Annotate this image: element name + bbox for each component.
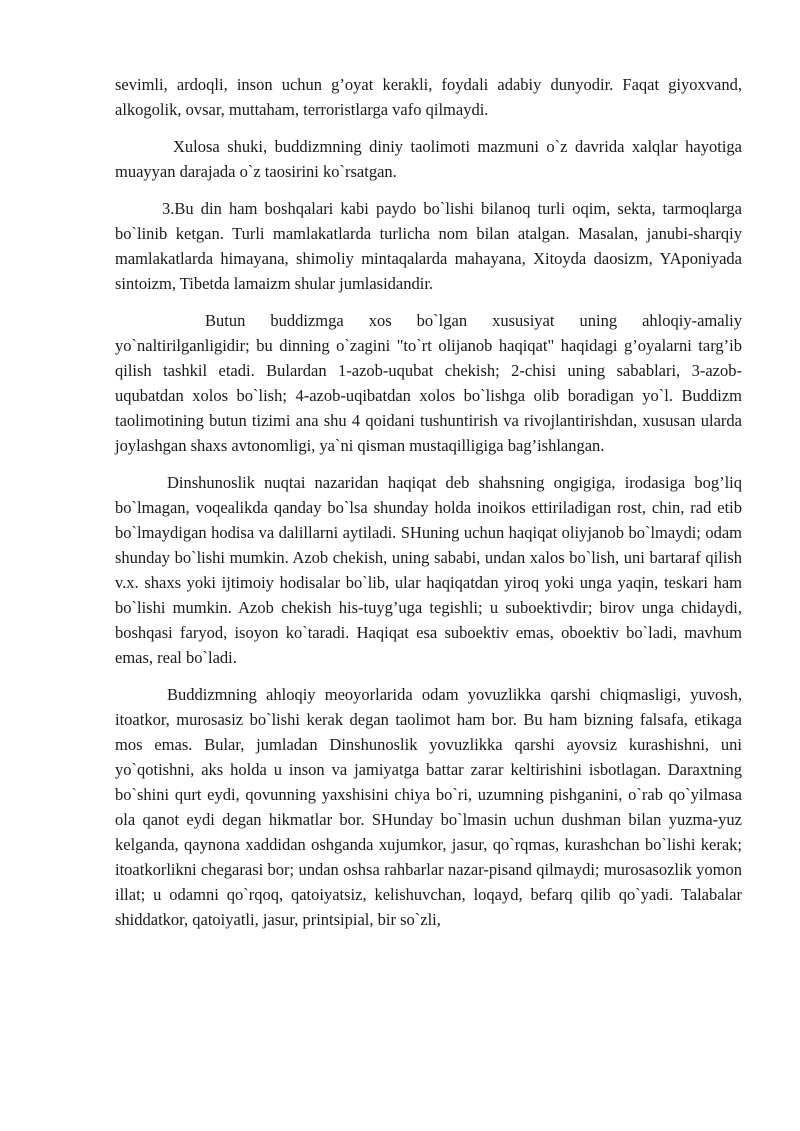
paragraph-conclusion: Xulosa shuki, buddizmning diniy taolimoti mazmuni o`z davrida xalqlar hayotiga muayyan darajada o`z taosirini ko`rsatgan. bbox=[115, 137, 742, 181]
paragraph-truth-definition: Dinshunoslik nuqtai nazaridan haqiqat deb shahsning ongigiga, irodasiga bog’liq bo`lmagan, voqealikda qanday bo`lsa shunday holda inoikos ettiriladigan rost, chin, rad etib bo`lmaydigan hodisa va dalillarni aytiladi. SHuning uchun haqiqat oliyjanob bo`lmaydi; odam shunday bo`lishi mumkin. Azob chekish, uning sababi, undan xalos bo`lish, uni bartaraf qilish v.x. shaxs yoki ijtimoiy hodisalar bo`lib, ular haqiqatdan yiroq yoki unga yaqin, teskari ham bo`lishi mumkin. Azob chekish his-tuyg’uga tegishli; u suboektivdir; birov unga chidaydi, boshqasi faryod, isoyon ko`taradi. Haqiqat esa suboektiv emas, oboektiv bo`ladi, mavhum emas, real bo`ladi. bbox=[115, 473, 742, 667]
paragraph-ethics: Buddizmning ahloqiy meoyorlarida odam yovuzlikka qarshi chiqmasligi, yuvosh, itoatkor, murosasiz bo`lishi kerak degan taolimot ham bor. Bu ham bizning falsafa, etikaga mos emas. Bular, jumladan Dinshunoslik yovuzlikka qarshi ayovsiz kurashishni, uni yo`qotishni, aks holda u inson va jamiyatga battar zarar keltirishini isbotlagan. Daraxtning bo`shini qurt eydi, qovunning yaxshisini chiya bo`ri, uzumning pishganini, o`rab qo`yilmasa ola qanot eydi degan hikmatlar bor. SHunday bo`lmasin uchun dushman bilan yuzma-yuz kelganda, qaynona xaddidan oshganda xujumkor, jasur, qo`rqmas, kurashchan bo`lishi kerak; itoatkorlikni chegarasi bor; undan oshsa rahbarlar nazar-pisand qilmaydi; murosasozlik yomon illat; u odamni qo`rqoq, qatoiyatsiz, kelishuvchan, loqayd, befarq qilib qo`yadi. Talabalar shiddatkor, qatoiyatli, jasur, printsipial, bir so`zli, bbox=[115, 685, 742, 929]
paragraph-four-truths: Butun buddizmga xos bo`lgan xususiyat uning ahloqiy-amaliy yo`naltirilganligidir; bu dinning o`zagini "to`rt olijanob haqiqat" haqidagi g’oyalarni targ’ib qilish tashkil etadi. Bulardan 1-azob-uqubat chekish; 2-chisi uning sabablari, 3-azob-uqubatdan xolos bo`lish; 4-azob-uqibatdan xolos bo`lishga olib boradigan yo`l. Buddizm taolimotining butun tizimi ana shu 4 qoidani tushuntirish va rivojlantirishdan, xususan ularda joylashgan shaxs avtonomligi, ya`ni qisman mustaqilligiga bag’ishlangan. bbox=[115, 311, 742, 455]
document-body bbox=[115, 72, 742, 944]
paragraph-sects: 3.Bu din ham boshqalari kabi paydo bo`lishi bilanoq turli oqim, sekta, tarmoqlarga bo`linib ketgan. Turli mamlakatlarda turlicha nom bilan atalgan. Masalan, janubi-sharqiy mamlakatlarda himayana, shimoliy mintaqalarda mahayana, Xitoyda daosizm, YAponiyada sintoizm, Tibetda lamaizm shular jumlasidandir. bbox=[115, 199, 742, 293]
paragraph-continuation: sevimli, ardoqli, inson uchun g’oyat kerakli, foydali adabiy dunyodir. Faqat giyoxvand, alkogolik, ovsar, muttaham, terroristlarga vafo qilmaydi. bbox=[115, 75, 742, 119]
